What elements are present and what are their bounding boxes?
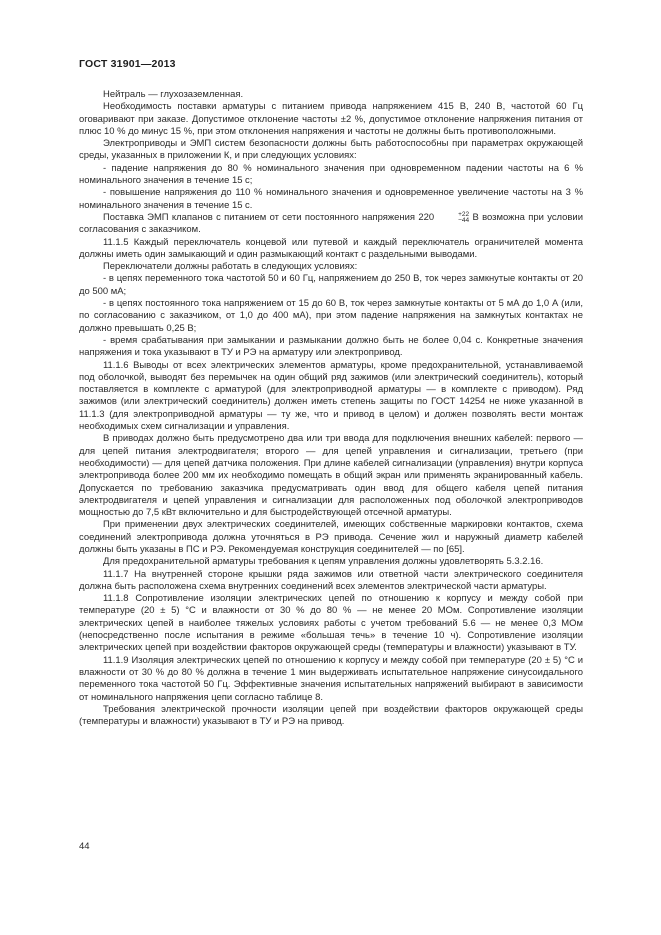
paragraph-response-time: - время срабатывания при замыкании и размыкании должно быть не более 0,04 с. Конкретные значения напряжения и тока указывают в ТУ и РЭ на арматуру или электропривод. (79, 334, 583, 359)
document-body (79, 89, 583, 728)
paragraph-cable-entries: В приводах должно быть предусмотрено два или три ввода для подключения внешних кабелей: первого — для цепей питания электродвигателя; второго — для цепей управления и сигнализации, третьего (при необходимости) — для цепей датчика положения. При длине кабелей сигнализации (управления) внутри корпуса электропривода более 200 мм их необходимо помещать в общий экран или применять экранированный кабель. Допускается по требованию заказчика предусматривать один ввод для общего кабеля цепей питания электродвигателя и цепей управления и сигнализации для расположенных под оболочкой электроприводов мощностью до 7,5 кВт включительно и для быстродействующей отсечной арматуры. (79, 433, 583, 519)
paragraph-neutral: Нейтраль — глухозаземленная. (103, 89, 244, 100)
paragraph-dc-supply (79, 212, 583, 237)
tolerance-minus: −44 (458, 216, 470, 224)
paragraph-dc-circuits: - в цепях постоянного тока напряжением от 15 до 60 В, ток через замкнутые контакты от 5 мА до 1,0 А (или, по согласованию с заказчиком, от 1,0 до 400 мА), при этом падение напряжения на замкнутых контактах не должно превышать 0,25 В; (79, 298, 583, 334)
paragraph-voltage-rise: - повышение напряжения до 110 % номинального значения и одновременное увеличение частоты на 3 % номинального значения в течение 15 с. (79, 187, 583, 211)
standard-header: ГОСТ 31901—2013 (79, 58, 176, 70)
paragraph-11-1-9: 11.1.9 Изоляция электрических цепей по отношению к корпусу и между собой при температуре (20 ± 5) °С и влажности от 30 % до 80 % должна в течение 1 мин выдерживать испытательное напряжение синусоидального переменного тока частотой 50 Гц. Эффективные значения испытательных напряжений выбирают в зависимости от номинального напряжения цепи согласно таблице 8. (79, 654, 583, 703)
paragraph-11-1-7: 11.1.7 На внутренней стороне крышки ряда зажимов или ответной части электрического соединителя должна быть расположена схема внутренних соединений всех элементов электрической части арматуры. (79, 568, 583, 592)
paragraph-two-connectors: При применении двух электрических соединителей, имеющих собственные маркировки контактов, схема соединений электропривода должна уточняться в РЭ привода. Сечение жил и наружный диаметр кабелей должны быть указаны в ПС и РЭ. Рекомендуемая конструкция соединителей — по [65]. (79, 519, 583, 555)
paragraph-safety-actuators: Электроприводы и ЭМП систем безопасности должны быть работоспособны при параметрах окружающей среды, указанных в приложении К, и при следующих условиях: (79, 138, 583, 162)
paragraph-ac-circuits: - в цепях переменного тока частотой 50 и 60 Гц, напряжением до 250 В, ток через замкнутые контакты от 20 до 500 мА; (79, 273, 583, 297)
dc-supply-text: Поставка ЭМП клапанов с питанием от сети постоянного напряжения 220 (103, 211, 435, 223)
paragraph-60hz-supply: Необходимость поставки арматуры с питанием привода напряжением 415 В, 240 В, частотой 60 Гц оговаривают при заказе. Допустимое отклонение частоты ±2 %, допустимое отклонение напряжения питания от плюс 10 % до минус 15 %, при этом отклонения напряжения и частоты не должны быть противоположными. (79, 101, 583, 137)
page-number: 44 (79, 841, 90, 852)
paragraph-11-1-8: 11.1.8 Сопротивление изоляции электрических цепей по отношению к корпусу и между собой при температуре (20 ± 5) °С и влажности от 30 % до 80 % — не менее 20 МОм. Сопротивление изоляции электрических цепей в наиболее тяжелых условиях работы с учетом требований 5.6 — не менее 0,3 МОм (непосредственно после испытания в режиме «большая течь» в течение 10 ч). Сопротивление изоляции электрических цепей при воздействии факторов окружающей среды (температуры и влажности) указывают в ТУ. (79, 593, 583, 654)
paragraph-switch-conditions: Переключатели должны работать в следующих условиях: (103, 261, 358, 273)
tolerance-plus: +22 (458, 210, 470, 218)
voltage-tolerance (434, 212, 469, 224)
paragraph-voltage-drop: - падение напряжения до 80 % номинального значения при одновременном падении частоты на 6 % номинального значения в течение 15 с; (79, 162, 583, 187)
paragraph-11-1-5: 11.1.5 Каждый переключатель концевой или путевой и каждый переключатель ограничителей момента должны иметь один замыкающий и один размыкающий контакт с раздельными выводами. (79, 236, 583, 260)
paragraph-11-1-6: 11.1.6 Выводы от всех электрических элементов арматуры, кроме предохранительной, устанавливаемой под оболочкой, выводят без перемычек на один общий ряд зажимов (или электрический соединитель), который поставляется в комплекте с арматурой (для электроприводной арматуры — в комплекте с приводом). Ряд зажимов (или электрический соединитель) должен иметь степень защиты по ГОСТ 14254 не ниже указанной в 11.1.3 (для электроприводной арматуры — ту же, что и привод в целом) и должен позволять вести монтаж необходимых схем сигнализации и управления. (79, 359, 583, 433)
paragraph-dielectric-strength: Требования электрической прочности изоляции цепей при воздействии факторов окружающей среды (температуры и влажности) указывают в ТУ и РЭ на привод. (79, 703, 583, 728)
dc-supply-text-end: В возможна при условии согласования с заказчиком. (79, 211, 583, 236)
paragraph-safety-valves: Для предохранительной арматуры требования к цепям управления должны удовлетворять 5.3.2.16. (103, 556, 544, 568)
